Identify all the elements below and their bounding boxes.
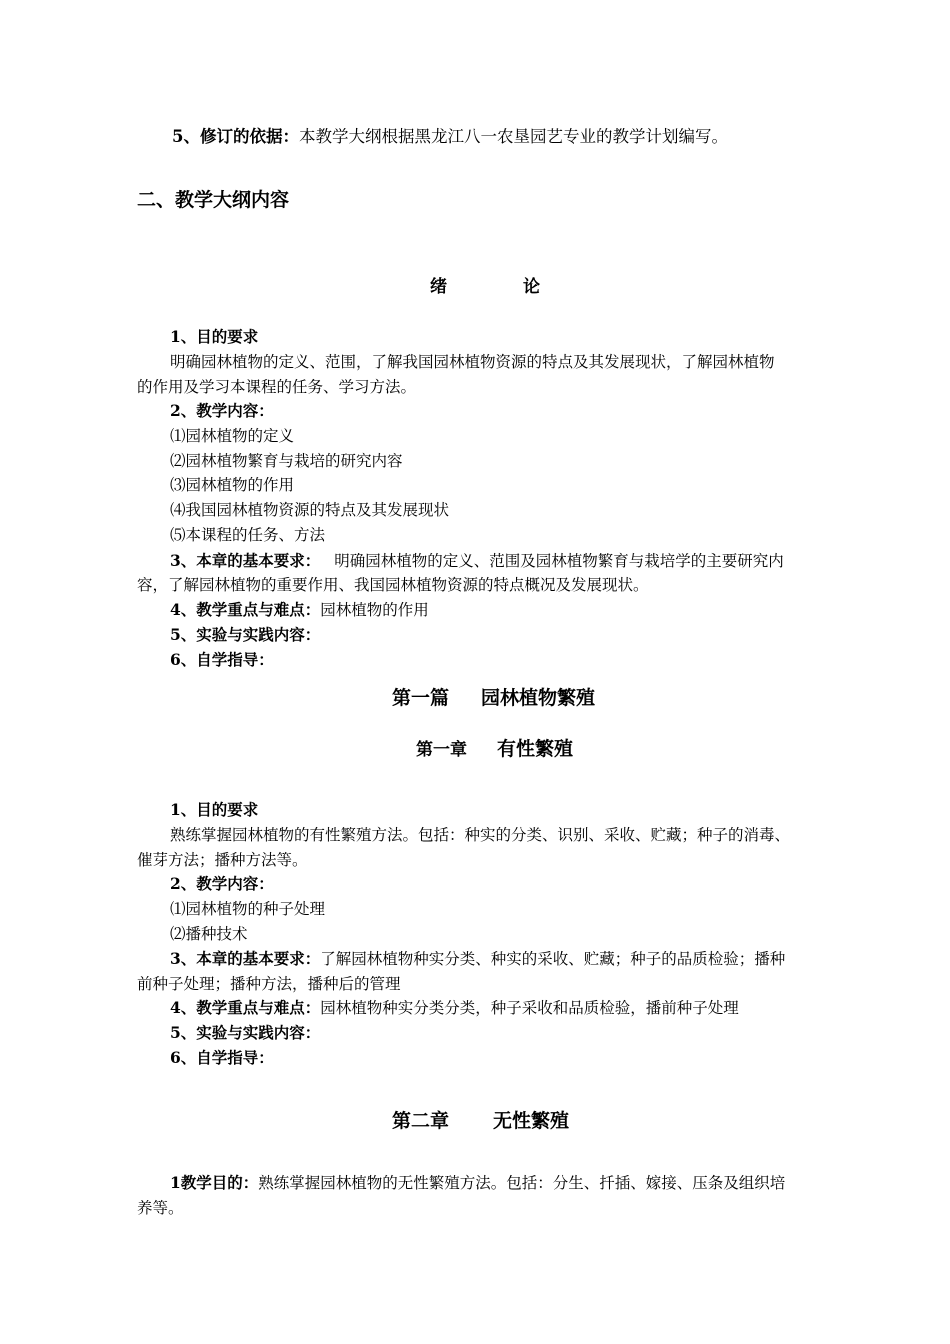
intro-key-line bbox=[170, 600, 429, 620]
intro-practice-label: 5、实验与实践内容： bbox=[170, 625, 321, 644]
chapter2-title-a: 第二章 bbox=[392, 1110, 450, 1132]
intro-title-right: 论 bbox=[523, 277, 540, 297]
ch1-practice-label: 5、实验与实践内容： bbox=[170, 1023, 321, 1042]
ch1-req-line2: 前种子处理；播种方法，播种后的管理 bbox=[137, 975, 401, 993]
section-title: 二、教学大纲内容 bbox=[137, 189, 290, 211]
intro-item: ⑴园林植物的定义 bbox=[170, 427, 295, 445]
ch1-req-line1 bbox=[170, 949, 785, 969]
intro-goal-label: 1、目的要求 bbox=[170, 327, 259, 346]
chapter2-title-b: 无性繁殖 bbox=[493, 1110, 570, 1132]
intro-goal-line1: 明确园林植物的定义、范围，了解我国园林植物资源的特点及其发展现状，了解园林植物 bbox=[170, 353, 775, 371]
intro-req-line1 bbox=[170, 551, 784, 571]
ch2-goal-line1 bbox=[170, 1173, 785, 1193]
ch1-goal-line2: 催芽方法；播种方法等。 bbox=[137, 851, 308, 869]
ch1-req-label: 3、本章的基本要求： bbox=[170, 949, 321, 968]
intro-req-text1: 明确园林植物的定义、范围及园林植物繁育与栽培学的主要研究内 bbox=[334, 552, 784, 570]
ch1-item: ⑵播种技术 bbox=[170, 925, 248, 943]
intro-key-text: 园林植物的作用 bbox=[320, 601, 429, 619]
part1-title-b: 园林植物繁殖 bbox=[481, 687, 596, 709]
chapter1-title-b: 有性繁殖 bbox=[497, 738, 574, 760]
intro-item: ⑸本课程的任务、方法 bbox=[170, 526, 326, 544]
ch1-key-text: 园林植物种实分类分类，种子采收和品质检验，播前种子处理 bbox=[320, 999, 739, 1017]
ch1-key-label: 4、教学重点与难点： bbox=[170, 998, 321, 1017]
ch2-goal-label: 1教学目的： bbox=[170, 1173, 259, 1192]
ch1-req-text1: 了解园林植物种实分类、种实的采收、贮藏；种子的品质检验；播种 bbox=[320, 950, 786, 968]
intro-key-label: 4、教学重点与难点： bbox=[170, 600, 321, 619]
intro-content-label: 2、教学内容： bbox=[170, 401, 274, 420]
part1-title bbox=[392, 685, 595, 711]
intro-goal-line2: 的作用及学习本课程的任务、学习方法。 bbox=[137, 378, 417, 396]
chapter1-title bbox=[416, 736, 573, 763]
ch1-item: ⑴园林植物的种子处理 bbox=[170, 900, 326, 918]
revision-label: 5、修订的依据： bbox=[172, 127, 299, 146]
ch1-content-label: 2、教学内容： bbox=[170, 874, 274, 893]
ch2-goal-text1: 熟练掌握园林植物的无性繁殖方法。包括：分生、扦插、嫁接、压条及组织培 bbox=[258, 1174, 786, 1192]
intro-req-label: 3、本章的基本要求： bbox=[170, 551, 321, 570]
part1-title-a: 第一篇 bbox=[392, 687, 450, 709]
ch2-goal-line2: 养等。 bbox=[137, 1199, 184, 1217]
ch1-goal-line1: 熟练掌握园林植物的有性繁殖方法。包括：种实的分类、识别、采收、贮藏；种子的消毒、 bbox=[170, 826, 791, 844]
intro-item: ⑷我国园林植物资源的特点及其发展现状 bbox=[170, 501, 450, 519]
chapter2-title bbox=[392, 1108, 569, 1134]
chapter1-title-a: 第一章 bbox=[416, 740, 467, 760]
intro-req-line2: 容，了解园林植物的重要作用、我国园林植物资源的特点概况及发展现状。 bbox=[137, 576, 649, 594]
intro-title bbox=[430, 277, 540, 297]
ch1-key-line bbox=[170, 998, 739, 1018]
intro-item: ⑶园林植物的作用 bbox=[170, 476, 295, 494]
ch1-self-label: 6、自学指导： bbox=[170, 1048, 274, 1067]
intro-title-left: 绪 bbox=[430, 277, 447, 297]
ch1-goal-label: 1、目的要求 bbox=[170, 800, 259, 819]
intro-self-label: 6、自学指导： bbox=[170, 650, 274, 669]
revision-line bbox=[172, 127, 728, 147]
intro-item: ⑵园林植物繁育与栽培的研究内容 bbox=[170, 452, 403, 470]
revision-text: 本教学大纲根据黑龙江八一农垦园艺专业的教学计划编写。 bbox=[298, 127, 728, 146]
